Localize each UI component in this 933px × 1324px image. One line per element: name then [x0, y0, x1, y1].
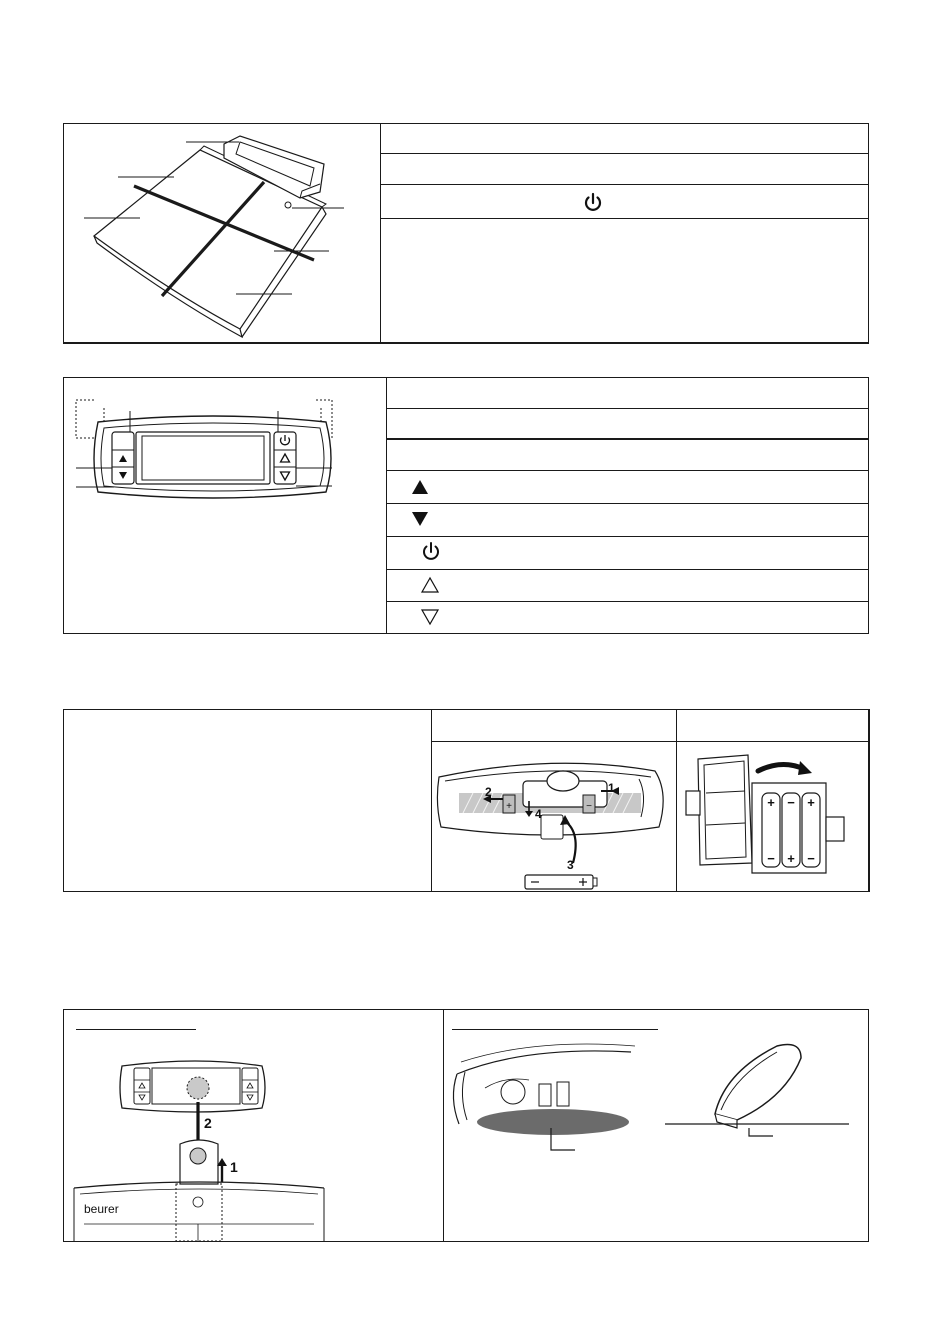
- display-row-line-7: [386, 601, 868, 602]
- mount-step-1-label: 1: [230, 1159, 238, 1175]
- scale-illustration: [64, 124, 380, 343]
- device-overview-panel: [63, 123, 869, 344]
- mounting-panel: [63, 1009, 869, 1242]
- display-row-line-3: [386, 470, 868, 471]
- step-4-label: 4: [535, 807, 542, 821]
- svg-text:−: −: [787, 795, 795, 810]
- power-icon: [582, 192, 604, 214]
- display-unit-panel: [63, 377, 869, 634]
- step-1-label: 1: [608, 781, 615, 795]
- svg-text:+: +: [767, 795, 775, 810]
- scale-power-button: [285, 202, 291, 208]
- down-outline-triangle-icon: [420, 608, 440, 626]
- up-filled-triangle-icon: [410, 478, 430, 496]
- display-battery-figure: [433, 743, 675, 891]
- step-2-label: 2: [485, 785, 492, 799]
- overview-row-line-2: [380, 184, 868, 185]
- overview-divider: [380, 124, 381, 343]
- svg-text:−: −: [807, 851, 815, 866]
- up-outline-triangle-icon: [420, 576, 440, 594]
- svg-text:−: −: [586, 801, 592, 812]
- display-divider: [386, 378, 387, 633]
- display-row-line-4: [386, 503, 868, 504]
- display-row-line-2: [386, 438, 868, 440]
- overview-row-line-3: [380, 218, 868, 219]
- display-row-line-6: [386, 569, 868, 570]
- display-row-line-1: [386, 408, 868, 409]
- mount-step-2-label: 2: [204, 1115, 212, 1131]
- svg-text:+: +: [506, 801, 512, 812]
- brand-logo: beurer: [84, 1202, 119, 1216]
- step-3-label: 3: [567, 858, 574, 872]
- battery-panel: [63, 709, 870, 892]
- svg-text:+: +: [807, 795, 815, 810]
- display-row-line-5: [386, 536, 868, 537]
- mounting-left-caption-line: [76, 1029, 196, 1030]
- battery-header-line: [431, 741, 868, 742]
- scale-battery-figure: [678, 743, 868, 891]
- svg-text:−: −: [767, 851, 775, 866]
- down-filled-triangle-icon: [410, 510, 430, 528]
- mounting-divider: [443, 1010, 444, 1241]
- display-mount-figure: [64, 1032, 443, 1241]
- overview-row-line-1: [380, 153, 868, 154]
- mounting-right-caption-line: [452, 1029, 658, 1030]
- svg-text:+: +: [787, 851, 795, 866]
- display-unit-illustration: [64, 378, 386, 633]
- contact-zone-figure: [445, 1032, 868, 1241]
- power-icon: [420, 541, 442, 563]
- battery-divider-2: [676, 710, 677, 891]
- battery-divider-1: [431, 710, 432, 891]
